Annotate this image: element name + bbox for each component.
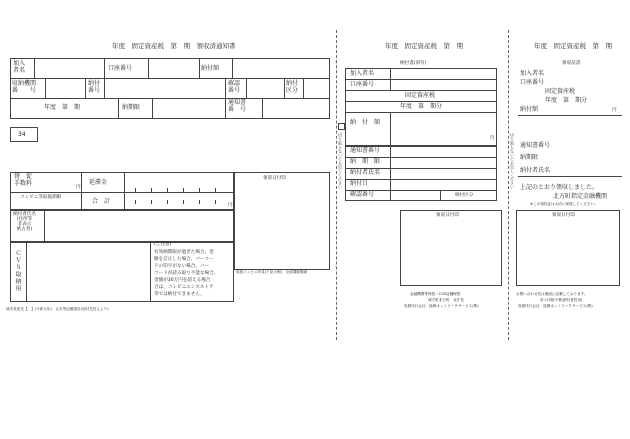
- label-nendo: 年度 第 期: [44, 104, 81, 111]
- middle-row-nofubi: 納付日: [350, 180, 369, 187]
- middle-row-kakunin: 確認番号: [350, 191, 375, 198]
- right-stamp-label: 領収日付印: [552, 213, 575, 218]
- label-tokusoku: 督 促 手数料: [14, 173, 33, 187]
- perforation-mark: [338, 123, 345, 130]
- middle-nofu-unit: 円: [490, 136, 495, 141]
- label-shuno: 収納機関 番 号: [12, 80, 37, 94]
- label-payer: 納付者氏名 (住所等 非表示 被占者): [13, 212, 36, 233]
- right-row-payer: 納付者氏名: [520, 167, 551, 174]
- middle-title: 年度 固定資産税 第 期: [385, 42, 463, 50]
- label-koza: 口座番号: [108, 65, 133, 72]
- right-row-kanyu: 加入者名: [520, 70, 545, 77]
- middle-row-tsuchi: 通知書番号: [350, 147, 381, 154]
- label-kakunin: 確認 番号: [228, 80, 241, 94]
- left-footer: 域市長宛先【 】(令和元年) 正本等記載項目(届付先控えより): [6, 307, 109, 311]
- left-footer-right: 取扱コンビニ所見(下記の例) 全部課税明細: [236, 270, 308, 274]
- cvs-label: ＣＶＳ取納用: [14, 250, 21, 292]
- middle-kubun: 納付区分: [455, 193, 474, 198]
- right-receipt-title: 領収証書: [562, 61, 581, 66]
- right-vert-note: 切り取らないでお出しください: [510, 133, 515, 189]
- middle-row-nendo: 年度 第 期分: [400, 103, 443, 110]
- label-kanyu: 加入 者名: [13, 60, 26, 74]
- cut-line-2: [508, 30, 509, 340]
- tokusoku-unit: 円: [76, 185, 81, 190]
- middle-row-koza: 口座番号: [350, 81, 375, 88]
- middle-receipt-title: 納付書(原符): [400, 61, 427, 66]
- left-stamp-label: 領収日付印: [263, 176, 286, 181]
- right-row-tsuchi: 通知書番号: [520, 142, 551, 149]
- label-kei: 合 計: [92, 198, 111, 205]
- right-footer-3: 収納代行会社 総務ネットワークサービス(株): [518, 304, 593, 308]
- right-footer-1: お問い合わせ先は裏面に記載しております。: [516, 292, 588, 296]
- right-row-nendo: 年度 第 期分: [545, 97, 588, 104]
- middle-row-kanyu: 加入者名: [350, 70, 375, 77]
- right-bank: 北方町指定金融機関: [553, 193, 608, 200]
- notes-title: (ご注意): [154, 242, 172, 247]
- right-note: ※この領収証は大切に保管してください。: [530, 202, 598, 206]
- label-nofu-gaku: 納付額: [201, 65, 220, 72]
- kei-unit: 円: [228, 203, 233, 208]
- right-title: 年度 固定資産税 第 期: [534, 42, 612, 50]
- middle-footer-2: 城方町北方町 北庁長: [428, 298, 464, 302]
- left-stamp-area: [234, 172, 330, 270]
- code-value: 34: [18, 131, 26, 138]
- middle-row-kigen: 納 期 限: [350, 158, 381, 165]
- right-footer-2: 収入印紙不要(納付者控用): [540, 298, 583, 302]
- digit-ticks: [127, 182, 231, 210]
- left-title: 年度 固定資産税 第 期 領収済通知書: [112, 42, 236, 50]
- right-stamp-area: [516, 210, 620, 286]
- label-nofu-kubun: 納付 区分: [286, 80, 299, 94]
- label-kigen: 納期限: [122, 104, 141, 111]
- middle-row-kotei: 固定資産税: [405, 92, 436, 99]
- cut-line-1: [336, 30, 337, 340]
- right-row-kigen: 納期限: [520, 154, 539, 161]
- label-entai: 延滞金: [89, 179, 108, 186]
- right-thanks: 上記のとおり領収しました。: [520, 184, 599, 191]
- middle-footer-3: 収納代行会社：総務ネットワークサービス(株): [404, 304, 479, 308]
- label-tsuchi: 通知書 番 号: [228, 99, 247, 113]
- label-nofu-no: 納付 番号: [88, 80, 101, 94]
- right-row-nofu: 納付額: [520, 106, 539, 113]
- middle-footer-1: 金融機関等保管／CVS店舗保管: [410, 292, 461, 296]
- middle-vert-note: 切り取らないでお出しください: [338, 133, 343, 189]
- middle-stamp-label: 領収日付印: [436, 213, 459, 218]
- middle-stamp-area: [400, 210, 502, 286]
- label-conv-kigen: コンビニ等取扱期限: [20, 195, 62, 200]
- middle-row-nofu: 納 付 額: [350, 119, 381, 126]
- middle-row-payer: 納付者氏名: [350, 169, 381, 176]
- right-row-kotei: 固定資産税: [545, 88, 576, 95]
- right-row-koza: 口座番号: [520, 79, 545, 86]
- right-nofu-unit: 円: [612, 108, 617, 113]
